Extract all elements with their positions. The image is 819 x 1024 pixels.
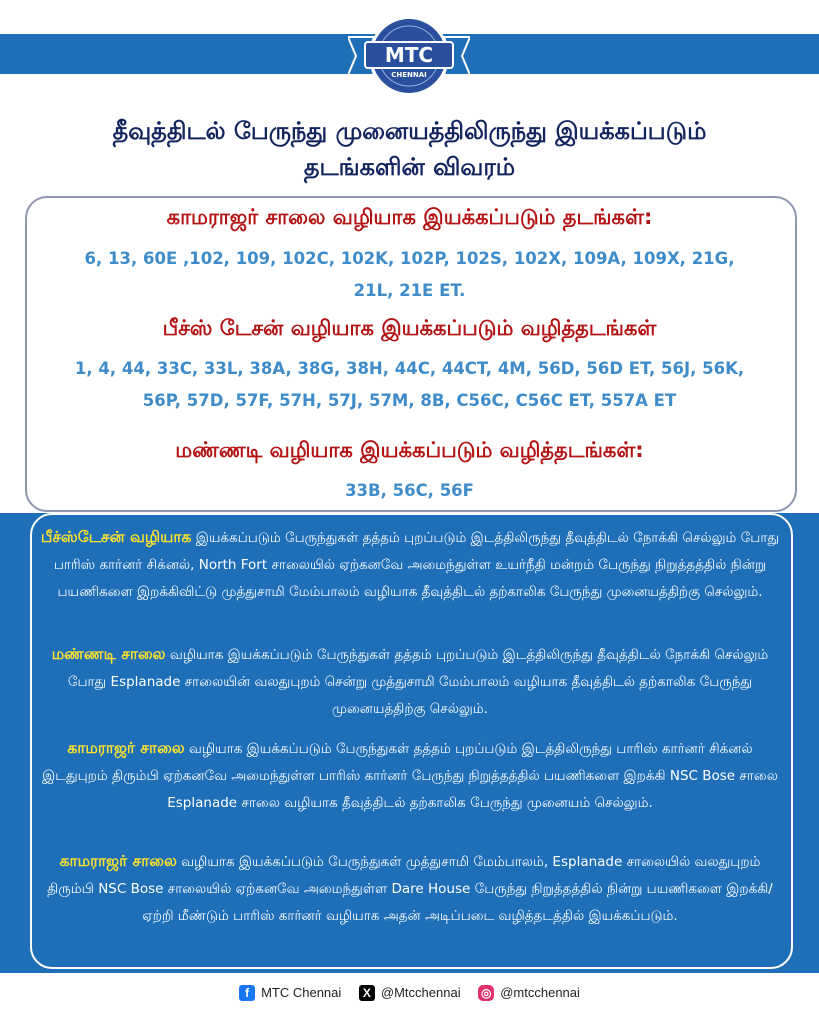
- route-line: 21L, 21E ET.: [353, 281, 466, 300]
- paragraph-highlight: மண்ணடி சாலை: [51, 645, 166, 663]
- logo-text: MTC: [384, 43, 434, 67]
- info-paragraph-kamarajar-1: [40, 735, 780, 817]
- route-list-kamarajar: [0, 243, 819, 307]
- instagram-icon: ◎: [478, 985, 494, 1001]
- route-list-mannadi: [0, 475, 819, 507]
- instagram-link[interactable]: [478, 985, 580, 1001]
- social-footer: [0, 984, 819, 1006]
- title-line-2: தடங்களின் விவரம்: [303, 153, 516, 181]
- x-handle: @Mtcchennai: [380, 985, 461, 1001]
- route-list-beach-station: [0, 353, 819, 417]
- page-title: [0, 113, 819, 185]
- mtc-logo: [348, 15, 470, 97]
- title-line-1: தீவுத்திடல் பேருந்து முனையத்திலிருந்து இயக்கப்படும்: [112, 117, 707, 145]
- paragraph-highlight: காமராஜர் சாலை: [67, 739, 185, 757]
- paragraph-highlight: காமராஜர் சாலை: [59, 852, 177, 870]
- x-icon: X: [359, 985, 375, 1001]
- route-group-heading-beach-station: பீச்ஸ் டேசன் வழியாக இயக்கப்படும் வழித்தடங்கள்: [162, 316, 657, 340]
- x-link[interactable]: [359, 985, 461, 1001]
- paragraph-text: வழியாக இயக்கப்படும் பேருந்துகள் முத்துசாமி மேம்பாலம், Esplanade சாலையில் வலதுபுறம் திரும்பி NSC Bose சாலையில் ஏற்கனவே அமைந்துள்ள Dare House பேருந்து நிறுத்தத்தில் நின்று பயணிகளை இறக்கி/ஏற்றி மீண்டும் பாரிஸ் கார்னர் வழியாக அதன் அடிப்படை வழித்தடத்தில் இயக்கப்படும்.: [47, 854, 773, 924]
- route-group-heading-mannadi: மண்ணடி வழியாக இயக்கப்படும் வழித்தடங்கள்:: [175, 438, 644, 462]
- route-line: 33B, 56C, 56F: [345, 481, 474, 500]
- info-paragraph-mannadi: [40, 641, 780, 723]
- paragraph-text: வழியாக இயக்கப்படும் பேருந்துகள் தத்தம் புறப்படும் இடத்திலிருந்து பாரிஸ் கார்னர் சிக்னல் இடதுபுறம் திரும்பி ஏற்கனவே அமைந்துள்ள பாரிஸ் கார்னர் பேருந்து நிறுத்தத்தில் பயணிகளை இறக்கி NSC Bose சாலை Esplanade சாலை வழியாக தீவுத்திடல் தற்காலிக பேருந்து முனையம் செல்லும்.: [42, 741, 778, 811]
- route-line: 6, 13, 60E ,102, 109, 102C, 102K, 102P, 102S, 102X, 109A, 109X, 21G,: [84, 249, 735, 268]
- info-paragraph-kamarajar-2: [40, 848, 780, 930]
- route-line: 1, 4, 44, 33C, 33L, 38A, 38G, 38H, 44C, 44CT, 4M, 56D, 56D ET, 56J, 56K,: [74, 359, 745, 378]
- facebook-handle: MTC Chennai: [261, 985, 342, 1001]
- paragraph-text: இயக்கப்படும் பேருந்துகள் தத்தம் புறப்படும் இடத்திலிருந்து தீவுத்திடல் நோக்கி செல்லும் போது பாரிஸ் கார்னர் சிக்னல், North Fort சாலையில் ஏற்கனவே அமைந்துள்ள உயர்நீதி மன்றம் பேருந்து நிறுத்தத்தில் நின்று பயணிகளை இறக்கிவிட்டு முத்துசாமி மேம்பாலம் வழியாக தீவுத்திடல் தற்காலிக பேருந்து முனையத்திற்கு செல்லும்.: [53, 530, 780, 600]
- route-group-heading-kamarajar: காமராஜர் சாலை வழியாக இயக்கப்படும் தடங்கள்:: [166, 205, 653, 229]
- route-line: 56P, 57D, 57F, 57H, 57J, 57M, 8B, C56C, C56C ET, 557A ET: [142, 391, 677, 410]
- paragraph-highlight: பீச்ஸ்டேசன் வழியாக: [40, 528, 192, 546]
- info-paragraph-beach-station: [40, 524, 780, 606]
- facebook-icon: f: [239, 985, 255, 1001]
- instagram-handle: @mtcchennai: [500, 985, 580, 1001]
- logo-subtext: CHENNAI: [391, 71, 427, 79]
- paragraph-text: வழியாக இயக்கப்படும் பேருந்துகள் தத்தம் புறப்படும் இடத்திலிருந்து தீவுத்திடல் நோக்கி செல்லும் போது Esplanade சாலையின் வலதுபுறம் சென்று முத்துசாமி மேம்பாலம் வழியாக தீவுத்திடல் தற்காலிக பேருந்து முனையத்திற்கு செல்லும்.: [67, 647, 769, 717]
- facebook-link[interactable]: [239, 985, 341, 1001]
